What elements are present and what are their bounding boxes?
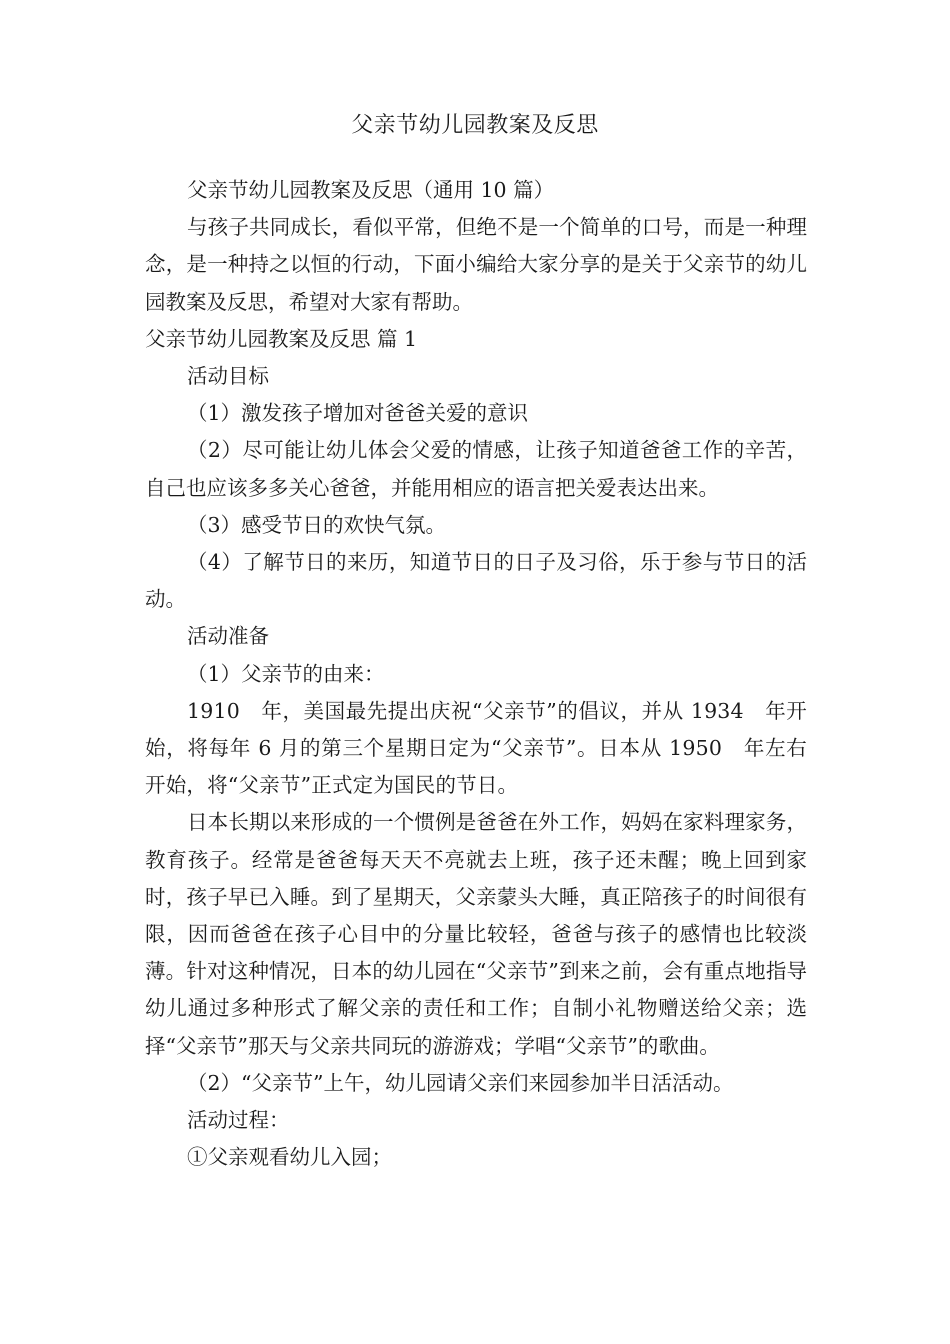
goal-item-4: （4）了解节日的来历，知道节日的日子及习俗，乐于参与节日的活动。 (145, 550, 807, 612)
history-paragraph: 1910 年，美国最先提出庆祝“父亲节”的倡议，并从 1934 年开始，将每年 6 月的第三个星期日定为“父亲节”。日本从 1950 年左右开始，将“父亲节”正式定为国民的节日。 (145, 698, 807, 798)
document-title: 父亲节幼儿园教案及反思 (351, 113, 599, 138)
japan-paragraph: 日本长期以来形成的一个惯例是爸爸在外工作，妈妈在家料理家务，教育孩子。经常是爸爸每天天不亮就去上班，孩子还未醒；晚上回到家时，孩子早已入睡。到了星期天，父亲蒙头大睡，真正陪孩子的时间很有限，因而爸爸在孩子心目中的分量比较轻，爸爸与孩子的感情也比较淡薄。针对这种情况，日本的幼儿园在“父亲节”到来之前，会有重点地指导幼儿通过多种形式了解父亲的责任和工作；自制小礼物赠送给父亲；选择“父亲节”那天与父亲共同玩的游游戏；学唱“父亲节”的歌曲。 (145, 810, 807, 1058)
subtitle-paragraph: 父亲节幼儿园教案及反思（通用 10 篇） (187, 178, 555, 202)
intro-paragraph: 与孩子共同成长，看似平常，但绝不是一个简单的口号，而是一种理念，是一种持之以恒的行动，下面小编给大家分享的是关于父亲节的幼儿园教案及反思，希望对大家有帮助。 (145, 215, 807, 314)
goal-item-2: （2）尽可能让幼儿体会父爱的情感，让孩子知道爸爸工作的辛苦，自己也应该多多关心爸爸，并能用相应的语言把关爱表达出来。 (145, 438, 807, 500)
prep-item-1: （1）父亲节的由来： (187, 661, 385, 686)
goal-item-1: （1）激发孩子增加对爸爸关爱的意识 (187, 401, 529, 426)
document-body (145, 172, 807, 1176)
activity-process-heading: 活动过程： (187, 1108, 290, 1133)
activity-prep-heading: 活动准备 (187, 624, 269, 649)
goal-item-3: （3）感受节日的欢快气氛。 (187, 512, 447, 537)
section-heading: 父亲节幼儿园教案及反思 篇 1 (145, 326, 418, 351)
activity-goals-heading: 活动目标 (187, 364, 269, 389)
prep-item-2: （2）“父亲节”上午，幼儿园请父亲们来园参加半日活活动。 (187, 1070, 734, 1095)
process-item-1: ①父亲观看幼儿入园； (187, 1145, 392, 1170)
